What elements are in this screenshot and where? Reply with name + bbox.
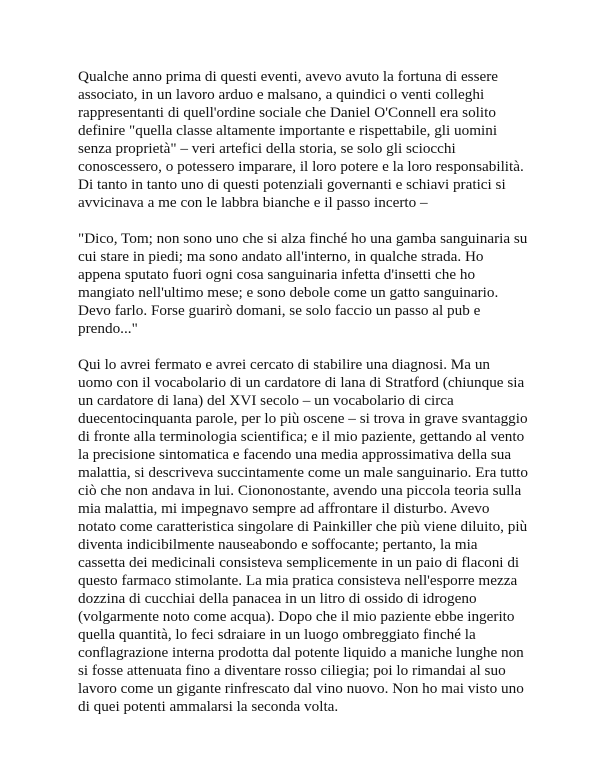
- paragraph-1: Qualche anno prima di questi eventi, avevo avuto la fortuna di essere associato, in un lavoro arduo e malsano, a quindici o venti colleghi rappresentanti di quell'ordine sociale che Daniel O'Connell era solito definire "quella classe altamente importante e rispettabile, gli uomini senza proprietà" – veri artefici della storia, se solo gli sciocchi conoscessero, o potessero imparare, il loro potere e la loro responsabilità. Di tanto in tanto uno di questi potenziali governanti e schiavi pratici si avvicinava a me con le labbra bianche e il passo incerto –: [78, 68, 524, 211]
- document-page: [78, 68, 528, 716]
- paragraph-2-quote: "Dico, Tom; non sono uno che si alza finché ho una gamba sanguinaria su cui stare in piedi; ma sono andato all'interno, in qualche strada. Ho appena sputato fuori ogni cosa sanguinaria infetta d'insetti che ho mangiato nell'ultimo mese; e sono debole come un gatto sanguinario. Devo farlo. Forse guarirò domani, se solo faccio un passo al pub e prendo...": [78, 230, 528, 337]
- paragraph-3: Qui lo avrei fermato e avrei cercato di stabilire una diagnosi. Ma un uomo con il vocabolario di un cardatore di lana di Stratford (chiunque sia un cardatore di lana) del XVI secolo – un vocabolario di circa duecentocinquanta parole, per lo più oscene – si trova in grave svantaggio di fronte alla terminologia scientifica; e il mio paziente, gettando al vento la precisione sintomatica e facendo una media approssimativa della sua malattia, si descriveva succintamente come un male sanguinario. Era tutto ciò che non andava in lui. Ciononostante, avendo una piccola teoria sulla mia malattia, mi impegnavo sempre ad affrontare il disturbo. Avevo notato come caratteristica singolare di Painkiller che più viene diluito, più diventa indicibilmente nauseabondo e soffocante; pertanto, la mia cassetta dei medicinali consisteva semplicemente in un paio di flaconi di questo farmaco stimolante. La mia pratica consisteva nell'esporre mezza dozzina di cucchiai della panacea in un litro di ossido di idrogeno (volgarmente noto come acqua). Dopo che il mio paziente ebbe ingerito quella quantità, lo feci sdraiare in un luogo ombreggiato finché la conflagrazione interna prodotta dal potente liquido a maniche lunghe non si fosse attenuata fino a diventare rosso ciliegia; poi lo rimandai al suo lavoro come un gigante rinfrescato dal vino nuovo. Non ho mai visto uno di quei potenti ammalarsi la seconda volta.: [78, 356, 528, 715]
